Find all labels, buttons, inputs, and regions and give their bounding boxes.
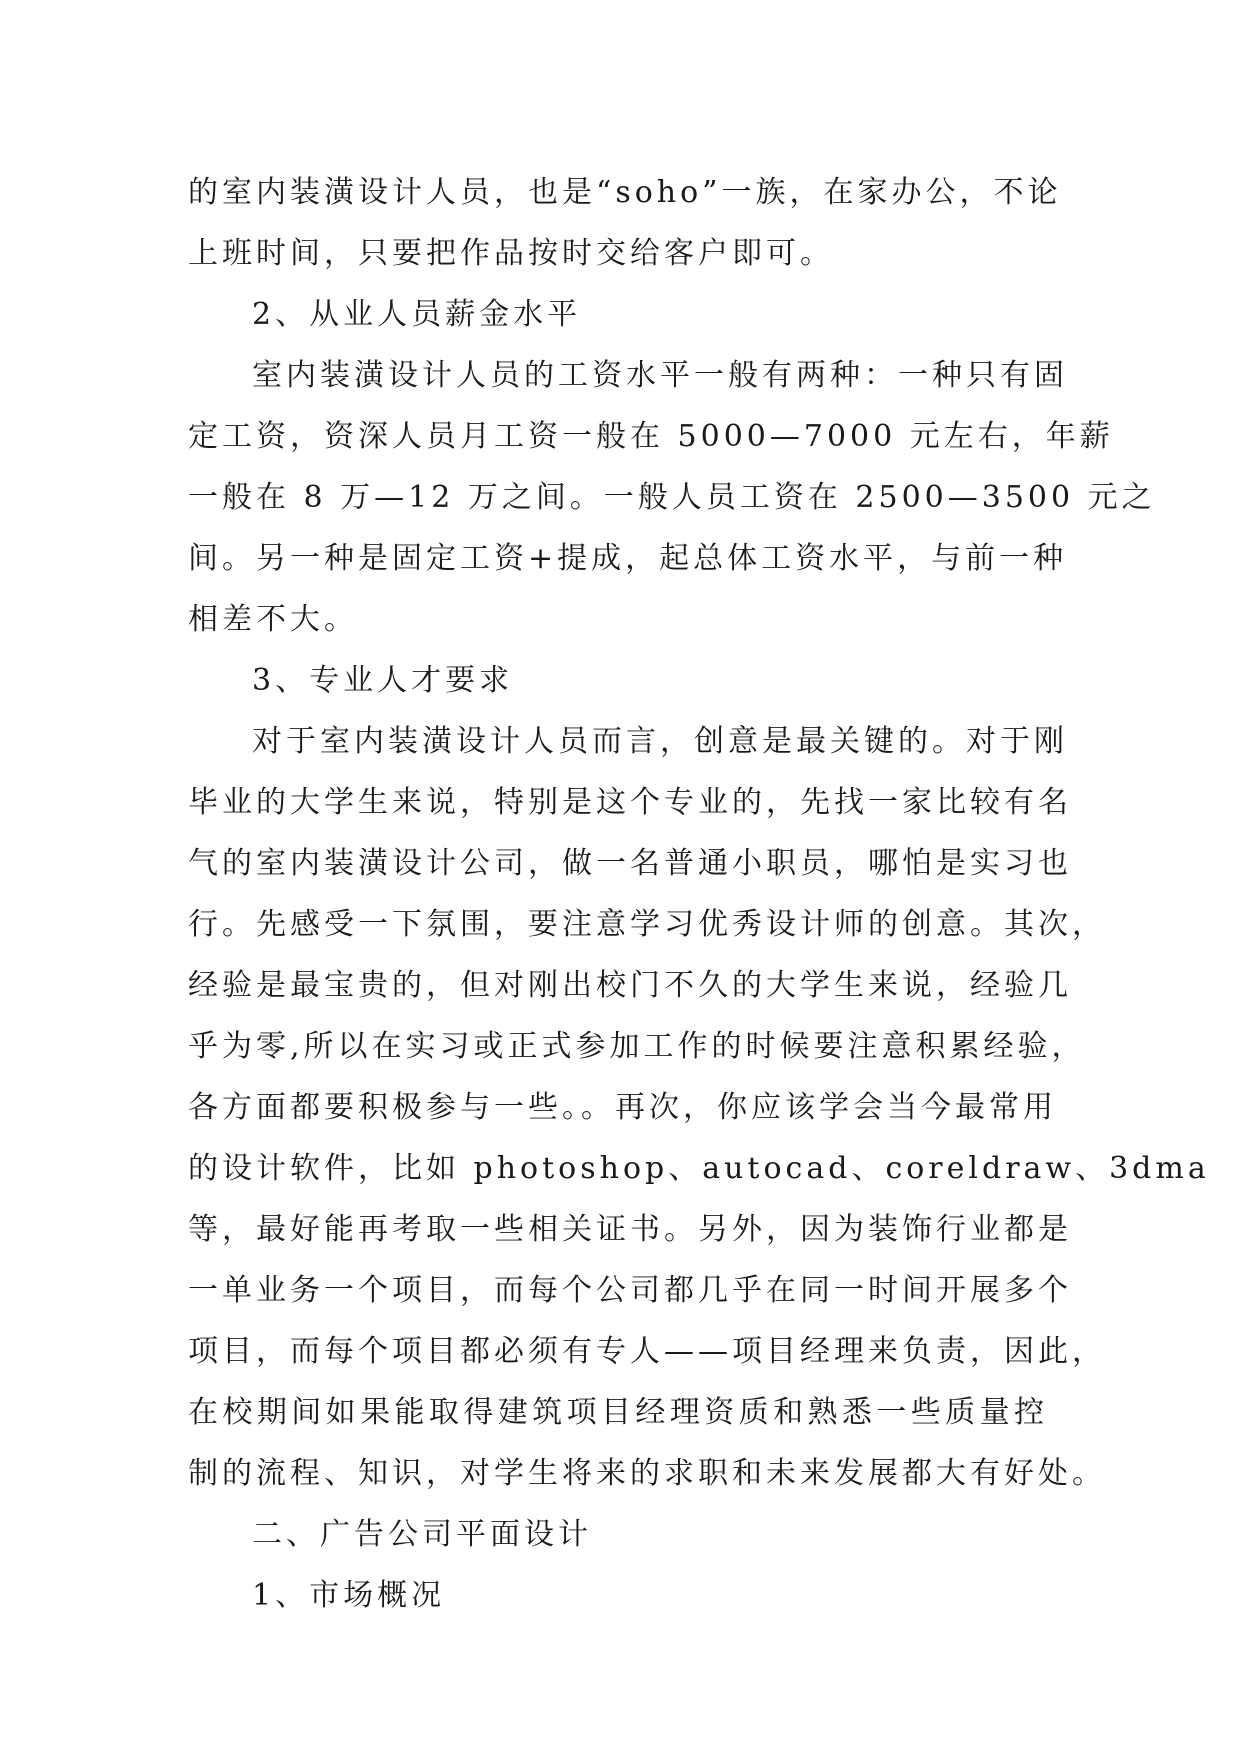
document-body [188,162,1210,1626]
paragraph-line: 行。先感受一下氛围，要注意学习优秀设计师的创意。其次， [188,907,1106,942]
paragraph-line: 一般在 8 万—12 万之间。一般人员工资在 2500—3500 元之 [188,480,1156,515]
paragraph-line: 乎为零,所以在实习或正式参加工作的时候要注意积累经验， [188,1029,1086,1064]
paragraph-line: 气的室内装潢设计公司，做一名普通小职员，哪怕是实习也 [188,846,1072,881]
section-heading: 1、市场概况 [252,1578,446,1613]
paragraph-line: 的室内装潢设计人员，也是“soho”一族，在家办公，不论 [188,175,1062,210]
paragraph-line: 的设计软件，比如 photoshop、autocad、coreldraw、3dma [188,1151,1210,1186]
section-heading: 二、广告公司平面设计 [252,1517,592,1552]
paragraph-line: 一单业务一个项目，而每个公司都几乎在同一时间开展多个 [188,1273,1072,1308]
paragraph-line: 定工资，资深人员月工资一般在 5000—7000 元左右，年薪 [188,419,1114,454]
paragraph-line: 间。另一种是固定工资+提成，起总体工资水平，与前一种 [188,541,1068,576]
paragraph-line: 经验是最宝贵的，但对刚出校门不久的大学生来说，经验几 [188,968,1072,1003]
paragraph-line: 对于室内装潢设计人员而言，创意是最关键的。对于刚 [252,724,1068,759]
paragraph-line: 制的流程、知识，对学生将来的求职和未来发展都大有好处。 [188,1456,1106,1491]
paragraph-line: 项目，而每个项目都必须有专人——项目经理来负责，因此， [188,1334,1106,1369]
section-heading: 2、从业人员薪金水平 [252,297,582,332]
paragraph-line: 各方面都要积极参与一些。。再次，你应该学会当今最常用 [188,1090,1057,1125]
paragraph-line: 上班时间，只要把作品按时交给客户即可。 [188,236,834,271]
paragraph-line: 相差不大。 [188,602,358,637]
paragraph-line: 室内装潢设计人员的工资水平一般有两种：一种只有固 [252,358,1068,393]
section-heading: 3、专业人才要求 [252,663,514,698]
paragraph-line: 等，最好能再考取一些相关证书。另外，因为装饰行业都是 [188,1212,1072,1247]
paragraph-line: 毕业的大学生来说，特别是这个专业的，先找一家比较有名 [188,785,1072,820]
paragraph-line: 在校期间如果能取得建筑项目经理资质和熟悉一些质量控 [188,1395,1048,1430]
